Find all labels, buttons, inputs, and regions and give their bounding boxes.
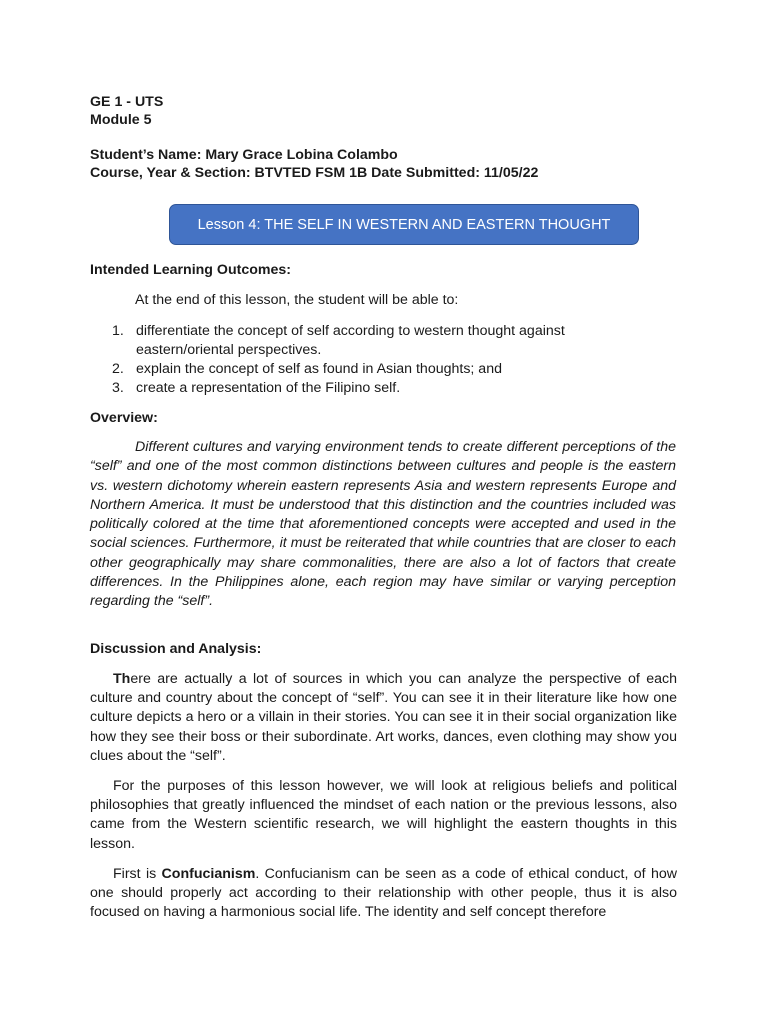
paragraph-lead: Th (113, 671, 131, 687)
list-item: 2. explain the concept of self as found in Asian thoughts; and (112, 361, 502, 377)
outcomes-list (112, 322, 612, 398)
document-header (90, 93, 538, 182)
discussion-paragraph-2: For the purposes of this lesson however, we will look at religious beliefs and political philosophies that greatly influenced the mindset of each nation or the previous lessons, also came from the Western scientific research, we will highlight the eastern thoughts in this lesson. (90, 778, 677, 852)
discussion-paragraph-3: First is Confucianism. Confucianism can be seen as a code of ethical conduct, of how one should properly act according to their relationship with other people, thus it is also focused on having a harmonious social life. The identity and self concept therefore (90, 866, 677, 921)
student-name: Student’s Name: Mary Grace Lobina Colambo (90, 147, 398, 163)
course-code: GE 1 - UTS (90, 94, 164, 110)
list-item: 1. differentiate the concept of self according to western thought against eastern/oriental perspectives. (112, 323, 565, 358)
discussion-paragraph-1: There are actually a lot of sources in which you can analyze the perspective of each culture and country about the concept of “self”. You can see it in their literature like how one culture depicts a hero or a villain in their stories. You can see it in their social organization like how they see their boss or their subordinate. Art works, dances, even clothing may show you clues about the “self”. (90, 671, 677, 764)
lesson-title-banner (169, 204, 639, 245)
outcomes-intro: At the end of this lesson, the student will be able to: (135, 292, 459, 308)
course-section: Course, Year & Section: BTVTED FSM 1B Date Submitted: 11/05/22 (90, 165, 539, 181)
lesson-title: Lesson 4: THE SELF IN WESTERN AND EASTERN THOUGHT (197, 216, 611, 233)
module-label: Module 5 (90, 112, 152, 128)
confucianism-term: Confucianism (161, 866, 256, 882)
outcomes-heading: Intended Learning Outcomes: (90, 262, 292, 278)
overview-heading: Overview: (90, 410, 158, 426)
list-item: 3. create a representation of the Filipino self. (112, 380, 401, 396)
overview-paragraph: Different cultures and varying environment tends to create different perceptions of the “self” and one of the most common distinctions between cultures and people is the eastern vs. western dichotomy wherein eastern represents Asia and western represents Europe and Northern America. It must be understood that this distinction and the countries included was politically colored at the time that aforementioned concepts were accepted and used in the social sciences. Furthermore, it must be reiterated that while countries that are closer to each other geographically may share commonalities, there are also a lot of factors that create differences. In the Philippines alone, each region may have similar or varying perception regarding the “self”. (90, 439, 676, 610)
discussion-heading: Discussion and Analysis: (90, 641, 262, 657)
